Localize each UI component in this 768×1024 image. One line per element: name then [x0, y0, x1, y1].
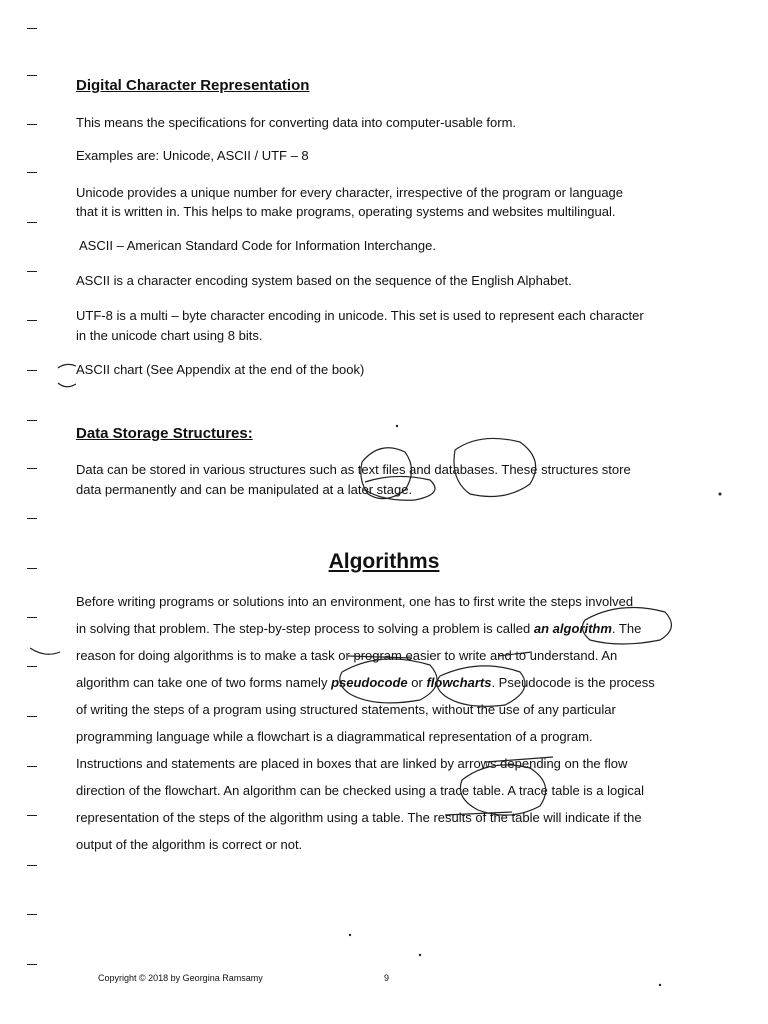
stray-dot — [719, 493, 722, 496]
margin-tick — [27, 716, 37, 717]
paragraph-line: in the unicode chart using 8 bits. — [76, 328, 263, 343]
paragraph-line: Data can be stored in various structures such as text files and databases. These structures store — [76, 462, 631, 477]
paragraph: ASCII chart (See Appendix at the end of the book) — [76, 362, 365, 377]
section-heading-data-storage-structures: Data Storage Structures: — [76, 425, 253, 442]
margin-tick — [27, 420, 37, 421]
paragraph-line: of writing the steps of a program using structured statements, without the use of any particular — [76, 702, 616, 717]
paragraph-line: Instructions and statements are placed in boxes that are linked by arrows depending on the flow — [76, 756, 628, 771]
paragraph: Examples are: Unicode, ASCII / UTF – 8 — [76, 148, 309, 163]
margin-tick — [27, 666, 37, 667]
stray-dot — [419, 954, 421, 956]
margin-tick — [27, 914, 37, 915]
stray-dot — [659, 984, 661, 986]
paragraph-line: representation of the steps of the algorithm using a table. The results of the table will indicate if the — [76, 810, 642, 825]
margin-tick — [27, 172, 37, 173]
text: . Pseudocode is the process — [491, 675, 655, 690]
pen-stroke-curve — [58, 383, 76, 387]
text: in solving that problem. The step-by-step process to solving a problem is called — [76, 621, 534, 636]
paragraph: ASCII is a character encoding system based on the sequence of the English Alphabet. — [76, 273, 572, 288]
margin-tick — [27, 28, 37, 29]
margin-tick — [27, 320, 37, 321]
margin-tick — [27, 468, 37, 469]
footer-copyright: Copyright © 2018 by Georgina Ramsamy — [98, 973, 263, 983]
paragraph-line: reason for doing algorithms is to make a task or program easier to write and to understand. An — [76, 648, 618, 663]
margin-tick — [27, 815, 37, 816]
margin-tick — [27, 75, 37, 76]
pen-curve-left-margin — [30, 648, 60, 654]
margin-tick — [27, 964, 37, 965]
margin-tick — [27, 271, 37, 272]
margin-tick — [27, 518, 37, 519]
margin-tick — [27, 617, 37, 618]
algorithms-paragraph — [76, 588, 704, 858]
text: or — [407, 675, 427, 690]
paragraph-line: that it is written in. This helps to make programs, operating systems and websites multilingual. — [76, 204, 616, 219]
pen-stroke-arrow — [58, 364, 76, 368]
margin-tick — [27, 124, 37, 125]
paragraph-line: UTF-8 is a multi – byte character encoding in unicode. This set is used to represent each character — [76, 308, 644, 323]
paragraph-line: programming language while a flowchart is a diagrammatical representation of a program. — [76, 729, 593, 744]
margin-tick — [27, 370, 37, 371]
paragraph-line — [76, 669, 704, 696]
term-flowcharts: flowcharts — [426, 675, 492, 690]
margin-tick — [27, 222, 37, 223]
term-algorithm: an algorithm — [533, 621, 612, 636]
text: algorithm can take one of two forms namely — [76, 675, 332, 690]
stray-dot — [349, 934, 351, 936]
stray-dot — [396, 425, 398, 427]
margin-tick — [27, 865, 37, 866]
paragraph-line: direction of the flowchart. An algorithm can be checked using a trace table. A trace table is a logical — [76, 783, 644, 798]
paragraph-line: output of the algorithm is correct or not. — [76, 837, 303, 852]
paragraph-line: Unicode provides a unique number for every character, irrespective of the program or language — [76, 185, 624, 200]
footer-page-number: 9 — [384, 973, 390, 983]
text: . The — [611, 621, 642, 636]
section-heading-digital-character-representation: Digital Character Representation — [76, 77, 310, 94]
paragraph-line — [76, 615, 704, 642]
margin-tick — [27, 766, 37, 767]
paragraph-line: Before writing programs or solutions into an environment, one has to first write the steps involved — [76, 594, 634, 609]
paragraph: This means the specifications for converting data into computer-usable form. — [76, 115, 517, 130]
paragraph: ASCII – American Standard Code for Information Interchange. — [79, 238, 436, 253]
paragraph-line: data permanently and can be manipulated at a later stage. — [76, 482, 413, 497]
term-pseudocode: pseudocode — [331, 675, 408, 690]
page-title-algorithms: Algorithms — [328, 550, 440, 573]
